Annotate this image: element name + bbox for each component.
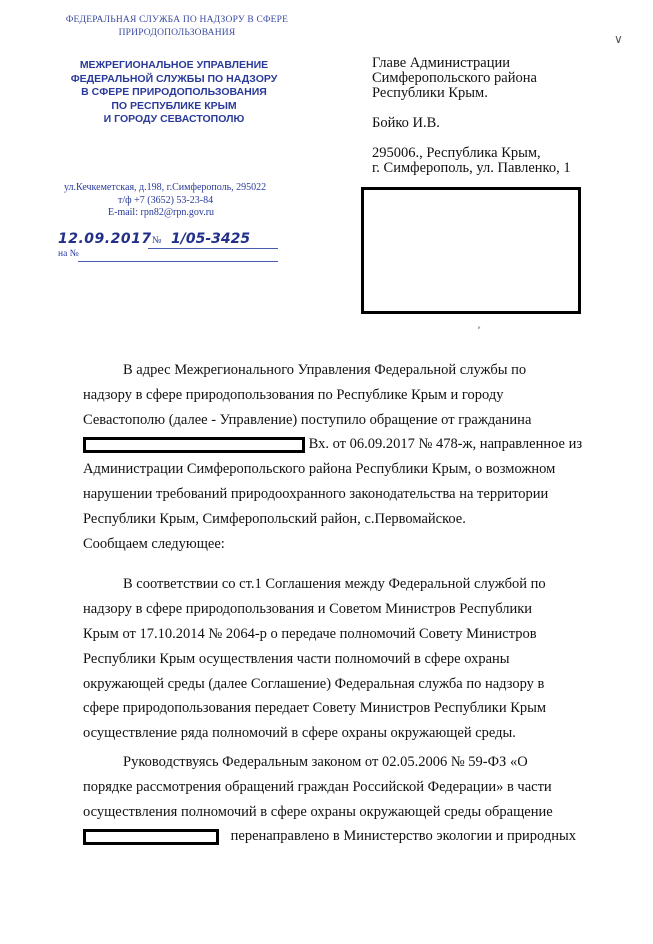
text-row: надзору в сфере природопользования по Республике Крым и городу [83, 386, 504, 403]
paragraph-3 [83, 750, 613, 849]
agency-address: ул.Кечкеметская, д.198, г.Симферополь, 295022 [64, 182, 267, 193]
agency-name-line: ПО РЕСПУБЛИКЕ КРЫМ [111, 99, 237, 112]
agency-name-line: И ГОРОДУ СЕВАСТОПОЛЮ [103, 113, 245, 125]
recipient-block [372, 56, 571, 176]
redacted-stamp-area [361, 187, 581, 314]
text-row [83, 432, 613, 457]
reference-number-label: на № [58, 249, 79, 259]
recipient-line: Республики Крым. [372, 85, 488, 101]
registration-number-label: № [152, 235, 162, 246]
text-fragment: Вх. от 06.09.2017 № 478-ж, направленное из [308, 436, 583, 453]
agency-name-line: МЕЖРЕГИОНАЛЬНОЕ УПРАВЛЕНИЕ [79, 59, 269, 71]
recipient-line: Главе Администрации [372, 55, 511, 71]
text-row [83, 824, 613, 849]
text-row: В адрес Межрегионального Управления Федеральной службы по [123, 362, 527, 378]
registration-date: 12.09.2017 [58, 231, 152, 247]
text-fragment: Республики [83, 510, 156, 527]
registration-block [58, 231, 278, 261]
text-row: осуществления полномочий в сфере охраны окружающей среды обращение [83, 803, 553, 820]
text-row [83, 507, 613, 532]
reference-underline [78, 261, 278, 262]
agency-email: E-mail: rpn82@rpn.gov.ru [108, 207, 215, 218]
text-row: Севастополю (далее - Управление) поступило обращение от гражданина [83, 411, 532, 428]
recipient-name: Бойко И.В. [372, 115, 440, 131]
text-row: Сообщаем следующее: [83, 535, 225, 552]
paragraph-2 [83, 572, 613, 746]
corner-mark: ∨ [614, 32, 623, 46]
scan-mark: ₑ [478, 320, 481, 330]
text-row: нарушении требований природоохранного законодательства на территории [83, 485, 549, 502]
agency-phone: т/ф +7 (3652) 53-23-84 [118, 194, 214, 206]
text-row: надзору в сфере природопользования и Советом Министров Республики [83, 601, 533, 618]
paragraph-1 [83, 358, 613, 556]
registration-number: 1/05-3425 [171, 231, 251, 247]
text-fragment: район, [320, 510, 361, 527]
agency-name-line: В СФЕРЕ ПРИРОДОПОЛЬЗОВАНИЯ [81, 86, 267, 98]
text-fragment: с.Первомайское. [364, 510, 466, 527]
text-row: порядке рассмотрения обращений граждан Российской Федерации» в части [83, 778, 552, 795]
text-row: В соответствии со ст.1 Соглашения между Федеральной службой по [123, 576, 546, 593]
recipient-spacer [372, 131, 571, 146]
letter-body [83, 358, 613, 849]
text-fragment: Симферопольский [202, 510, 318, 527]
text-row: Республики Крым осуществления части полномочий в сфере охраны [83, 650, 510, 667]
agency-contacts [58, 182, 318, 220]
text-fragment: Крым, [159, 510, 199, 527]
redacted-name [83, 829, 219, 845]
text-row: Крым от 17.10.2014 № 2064-р о передаче полномочий Совету Министров [83, 625, 537, 642]
agency-parent-line: ФЕДЕРАЛЬНАЯ СЛУЖБА ПО НАДЗОРУ В СФЕРЕ [65, 15, 289, 25]
recipient-spacer [372, 101, 571, 116]
recipient-line: Симферопольского района [372, 70, 537, 86]
agency-name-line: ФЕДЕРАЛЬНОЙ СЛУЖБЫ ПО НАДЗОРУ [70, 72, 278, 85]
agency-parent-line: ПРИРОДОПОЛЬЗОВАНИЯ [118, 28, 236, 38]
redacted-name [83, 437, 305, 453]
agency-name [58, 59, 290, 127]
recipient-line: г. Симферополь, ул. Павленко, 1 [372, 160, 571, 176]
recipient-line: 295006., Республика Крым, [372, 145, 541, 161]
text-fragment: перенаправлено в Министерство экологии и природных [230, 828, 576, 845]
text-row: Администрации Симферопольского района Республики Крым, о возможном [83, 461, 556, 478]
text-row: осуществление ряда полномочий в сфере охраны окружающей среды. [83, 725, 516, 742]
text-row: Руководствуясь Федеральным законом от 02.05.2006 № 59-ФЗ «О [123, 753, 528, 770]
registration-underline [148, 248, 278, 249]
text-row: окружающей среды (далее Соглашение) Федеральная служба по надзору в [83, 675, 545, 692]
text-row: сфере природопользования передает Совету Министров Республики Крым [83, 700, 547, 717]
agency-parent-name [62, 14, 292, 40]
